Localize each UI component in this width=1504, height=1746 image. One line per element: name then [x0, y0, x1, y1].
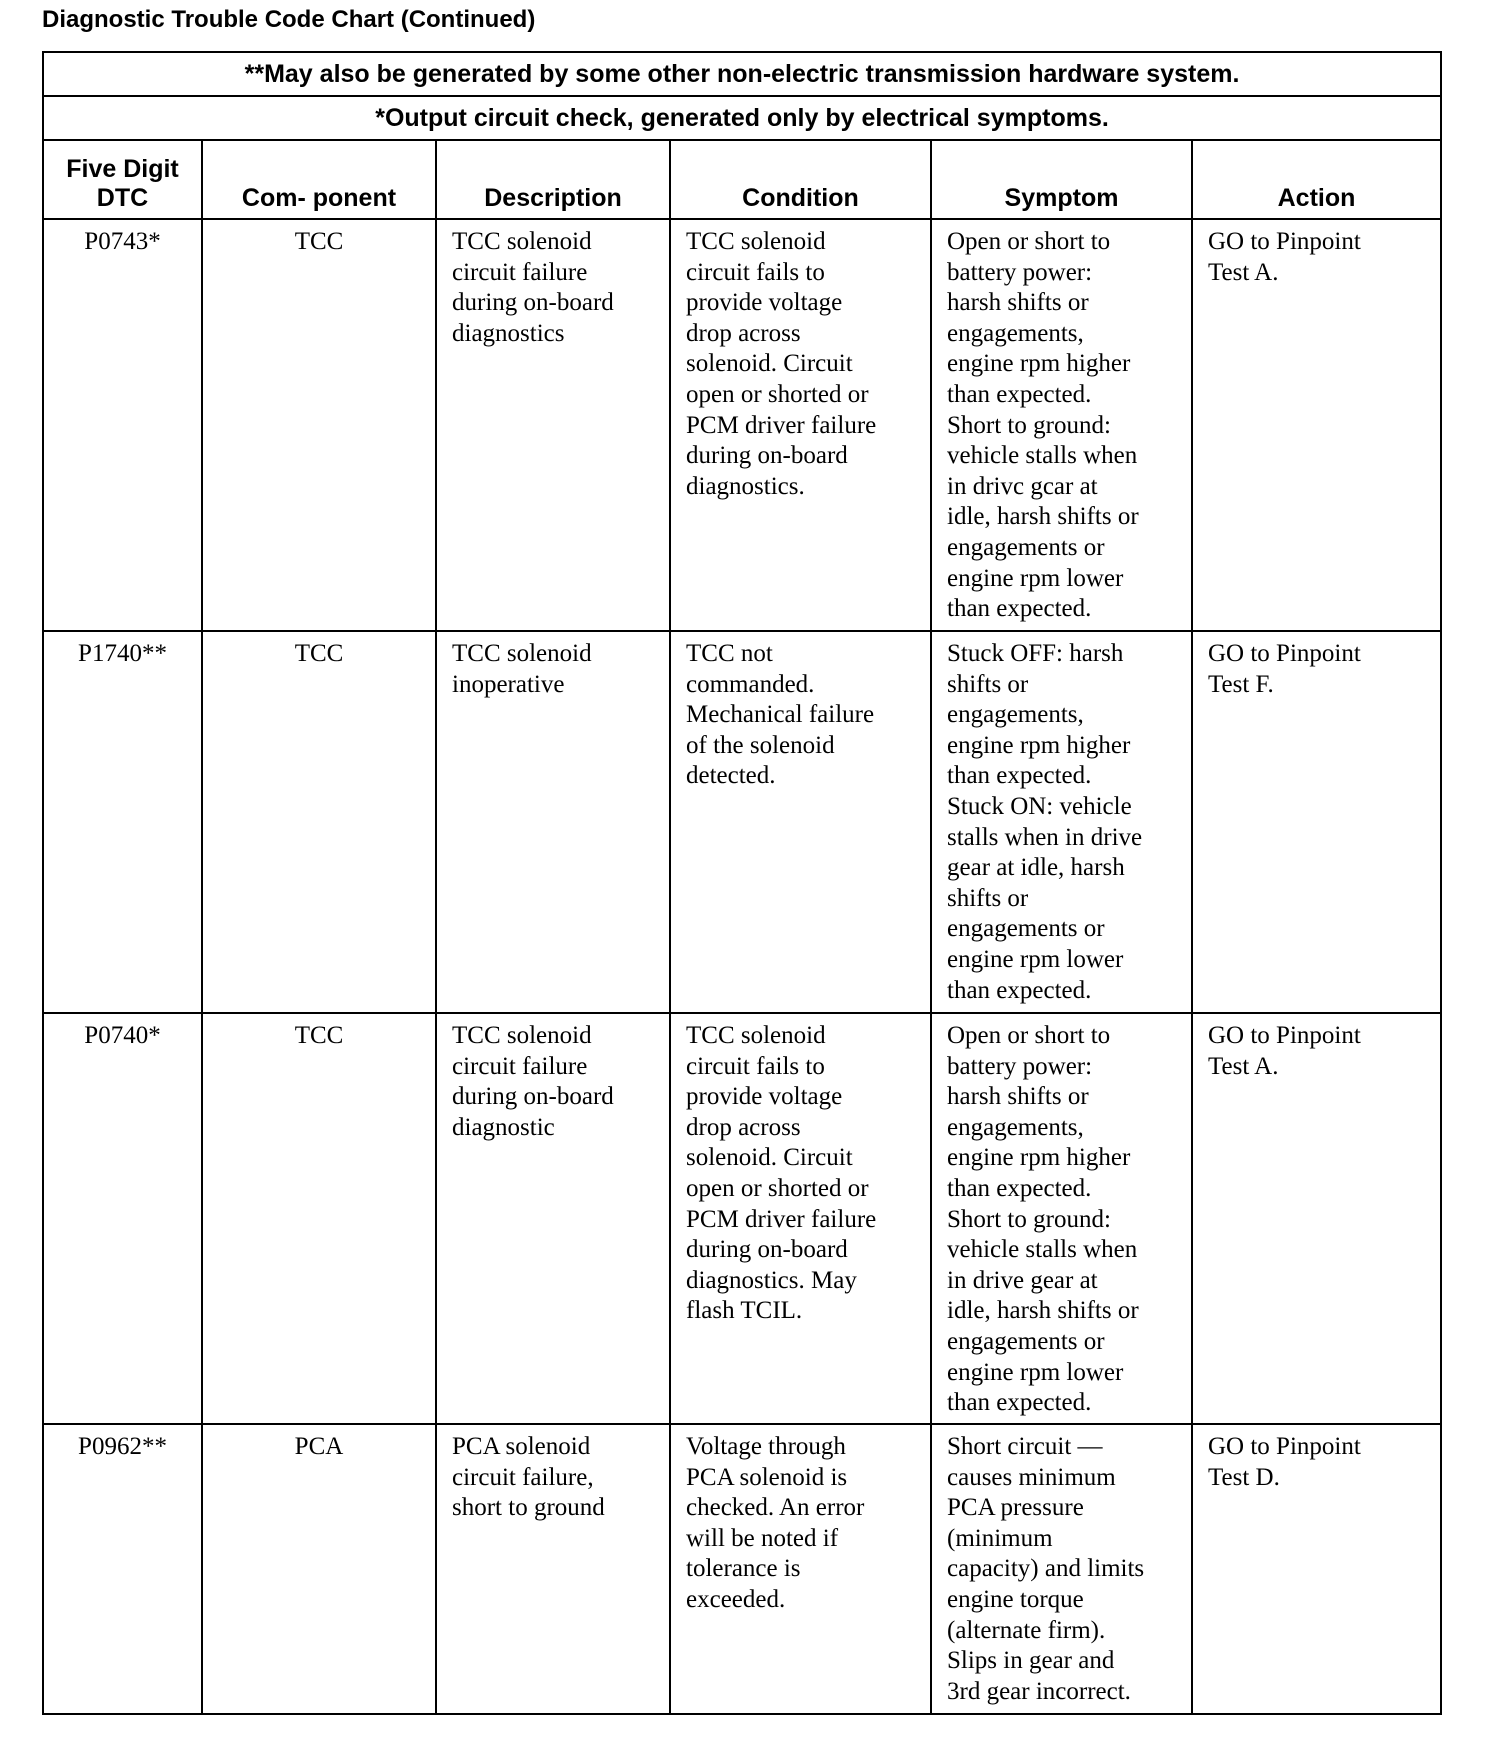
dtc-chart-table [42, 51, 1442, 1715]
header-dtc: Five Digit DTC [43, 140, 202, 219]
description-cell: PCA solenoid circuit failure, short to ground [436, 1424, 670, 1714]
header-action: Action [1192, 140, 1441, 219]
dtc-cell: P1740** [43, 631, 202, 1013]
dtc-cell: P0962** [43, 1424, 202, 1714]
action-cell: GO to Pinpoint Test A. [1192, 1013, 1441, 1424]
table-row [43, 1013, 1441, 1424]
description-cell: TCC solenoid circuit failure during on-board diagnostic [436, 1013, 670, 1424]
table-row [43, 1424, 1441, 1714]
header-row [43, 140, 1441, 219]
note-row-double-asterisk [43, 52, 1441, 96]
component-cell: TCC [202, 219, 436, 631]
table-row [43, 631, 1441, 1013]
condition-cell: TCC solenoid circuit fails to provide voltage drop across solenoid. Circuit open or shorted or PCM driver failure during on-board diagnostics. May flash TCIL. [670, 1013, 931, 1424]
table-row [43, 219, 1441, 631]
header-description: Description [436, 140, 670, 219]
header-component: Com- ponent [202, 140, 436, 219]
action-cell: GO to Pinpoint Test D. [1192, 1424, 1441, 1714]
component-cell: TCC [202, 1013, 436, 1424]
condition-cell: Voltage through PCA solenoid is checked. An error will be noted if tolerance is exceeded. [670, 1424, 931, 1714]
symptom-cell: Stuck OFF: harsh shifts or engagements, engine rpm higher than expected. Stuck ON: vehicle stalls when in drive gear at idle, harsh shifts or engagements or engine rpm lower than expected. [931, 631, 1192, 1013]
note-single-asterisk: *Output circuit check, generated only by electrical symptoms. [43, 96, 1441, 140]
component-cell: TCC [202, 631, 436, 1013]
action-cell: GO to Pinpoint Test F. [1192, 631, 1441, 1013]
dtc-cell: P0740* [43, 1013, 202, 1424]
description-cell: TCC solenoid circuit failure during on-board diagnostics [436, 219, 670, 631]
condition-cell: TCC solenoid circuit fails to provide voltage drop across solenoid. Circuit open or shorted or PCM driver failure during on-board diagnostics. [670, 219, 931, 631]
action-cell: GO to Pinpoint Test A. [1192, 219, 1441, 631]
header-symptom: Symptom [931, 140, 1192, 219]
header-condition: Condition [670, 140, 931, 219]
condition-cell: TCC not commanded. Mechanical failure of the solenoid detected. [670, 631, 931, 1013]
symptom-cell: Open or short to battery power: harsh shifts or engagements, engine rpm higher than expected. Short to ground: vehicle stalls when in drive gear at idle, harsh shifts or engagements or engine rpm lower than expected. [931, 1013, 1192, 1424]
symptom-cell: Short circuit — causes minimum PCA pressure (minimum capacity) and limits engine torque (alternate firm). Slips in gear and 3rd gear incorrect. [931, 1424, 1192, 1714]
dtc-cell: P0743* [43, 219, 202, 631]
symptom-cell: Open or short to battery power: harsh shifts or engagements, engine rpm higher than expected. Short to ground: vehicle stalls when in drivc gcar at idle, harsh shifts or engagements or engine rpm lower than expected. [931, 219, 1192, 631]
note-double-asterisk: **May also be generated by some other non-electric transmission hardware system. [43, 52, 1441, 96]
component-cell: PCA [202, 1424, 436, 1714]
description-cell: TCC solenoid inoperative [436, 631, 670, 1013]
page-title: Diagnostic Trouble Code Chart (Continued) [42, 6, 536, 33]
note-row-single-asterisk [43, 96, 1441, 140]
